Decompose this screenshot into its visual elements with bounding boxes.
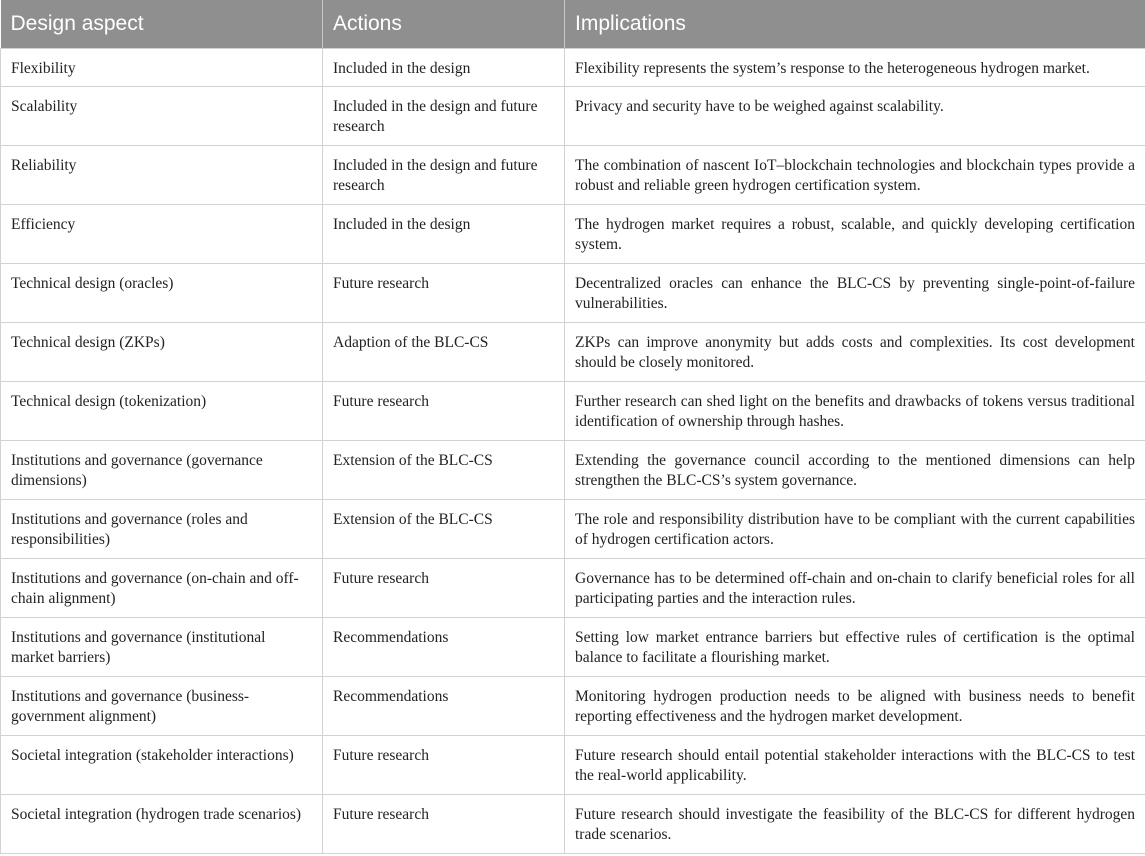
table-row [1, 322, 1145, 381]
cell-design-aspect: Societal integration (hydrogen trade scenarios) [1, 794, 323, 853]
cell-actions: Adaption of the BLC-CS [323, 322, 565, 381]
table-row [1, 145, 1145, 204]
header-design-aspect: Design aspect [1, 0, 323, 48]
table-row [1, 86, 1145, 145]
cell-actions: Included in the design [323, 204, 565, 263]
cell-design-aspect: Societal integration (stakeholder interactions) [1, 735, 323, 794]
table-header [1, 0, 1145, 48]
cell-design-aspect: Reliability [1, 145, 323, 204]
cell-implications: Governance has to be determined off-chain and on-chain to clarify beneficial roles for all participating parties and the interaction rules. [565, 558, 1145, 617]
cell-actions: Recommendations [323, 617, 565, 676]
cell-design-aspect: Flexibility [1, 48, 323, 86]
cell-design-aspect: Efficiency [1, 204, 323, 263]
table-row [1, 440, 1145, 499]
cell-implications: Setting low market entrance barriers but effective rules of certification is the optimal balance to facilitate a flourishing market. [565, 617, 1145, 676]
cell-actions: Future research [323, 794, 565, 853]
cell-actions: Future research [323, 735, 565, 794]
header-implications: Implications [565, 0, 1145, 48]
table-row [1, 381, 1145, 440]
cell-actions: Extension of the BLC-CS [323, 499, 565, 558]
cell-actions: Future research [323, 263, 565, 322]
table-row [1, 558, 1145, 617]
header-row [1, 0, 1145, 48]
table-row [1, 48, 1145, 86]
cell-implications: The role and responsibility distribution have to be compliant with the current capabilities of hydrogen certification actors. [565, 499, 1145, 558]
cell-actions: Future research [323, 381, 565, 440]
table-row [1, 794, 1145, 853]
cell-implications: Privacy and security have to be weighed against scalability. [565, 86, 1145, 145]
cell-implications: The combination of nascent IoT–blockchain technologies and blockchain types provide a robust and reliable green hydrogen certification system. [565, 145, 1145, 204]
table-row [1, 617, 1145, 676]
cell-actions: Included in the design [323, 48, 565, 86]
cell-design-aspect: Institutions and governance (business-government alignment) [1, 676, 323, 735]
cell-implications: Further research can shed light on the benefits and drawbacks of tokens versus traditional identification of ownership through hashes. [565, 381, 1145, 440]
table-row [1, 263, 1145, 322]
cell-implications: The hydrogen market requires a robust, scalable, and quickly developing certification system. [565, 204, 1145, 263]
cell-implications: Flexibility represents the system’s response to the heterogeneous hydrogen market. [565, 48, 1145, 86]
cell-design-aspect: Institutions and governance (institutional market barriers) [1, 617, 323, 676]
table-row [1, 676, 1145, 735]
cell-actions: Included in the design and future research [323, 86, 565, 145]
cell-design-aspect: Technical design (oracles) [1, 263, 323, 322]
cell-implications: Monitoring hydrogen production needs to be aligned with business needs to benefit reporting effectiveness and the hydrogen market development. [565, 676, 1145, 735]
cell-actions: Included in the design and future research [323, 145, 565, 204]
cell-implications: Future research should investigate the feasibility of the BLC-CS for different hydrogen trade scenarios. [565, 794, 1145, 853]
cell-implications: Extending the governance council according to the mentioned dimensions can help strengthen the BLC-CS’s system governance. [565, 440, 1145, 499]
header-actions: Actions [323, 0, 565, 48]
cell-actions: Recommendations [323, 676, 565, 735]
table-row [1, 204, 1145, 263]
cell-design-aspect: Technical design (tokenization) [1, 381, 323, 440]
cell-design-aspect: Technical design (ZKPs) [1, 322, 323, 381]
cell-design-aspect: Institutions and governance (on-chain and off-chain alignment) [1, 558, 323, 617]
table-row [1, 499, 1145, 558]
cell-actions: Extension of the BLC-CS [323, 440, 565, 499]
table-row [1, 735, 1145, 794]
cell-implications: Future research should entail potential stakeholder interactions with the BLC-CS to test the real-world applicability. [565, 735, 1145, 794]
cell-design-aspect: Scalability [1, 86, 323, 145]
cell-implications: ZKPs can improve anonymity but adds costs and complexities. Its cost development should be closely monitored. [565, 322, 1145, 381]
cell-actions: Future research [323, 558, 565, 617]
cell-design-aspect: Institutions and governance (roles and responsibilities) [1, 499, 323, 558]
cell-design-aspect: Institutions and governance (governance dimensions) [1, 440, 323, 499]
table-body [1, 48, 1145, 853]
cell-implications: Decentralized oracles can enhance the BLC-CS by preventing single-point-of-failure vulnerabilities. [565, 263, 1145, 322]
